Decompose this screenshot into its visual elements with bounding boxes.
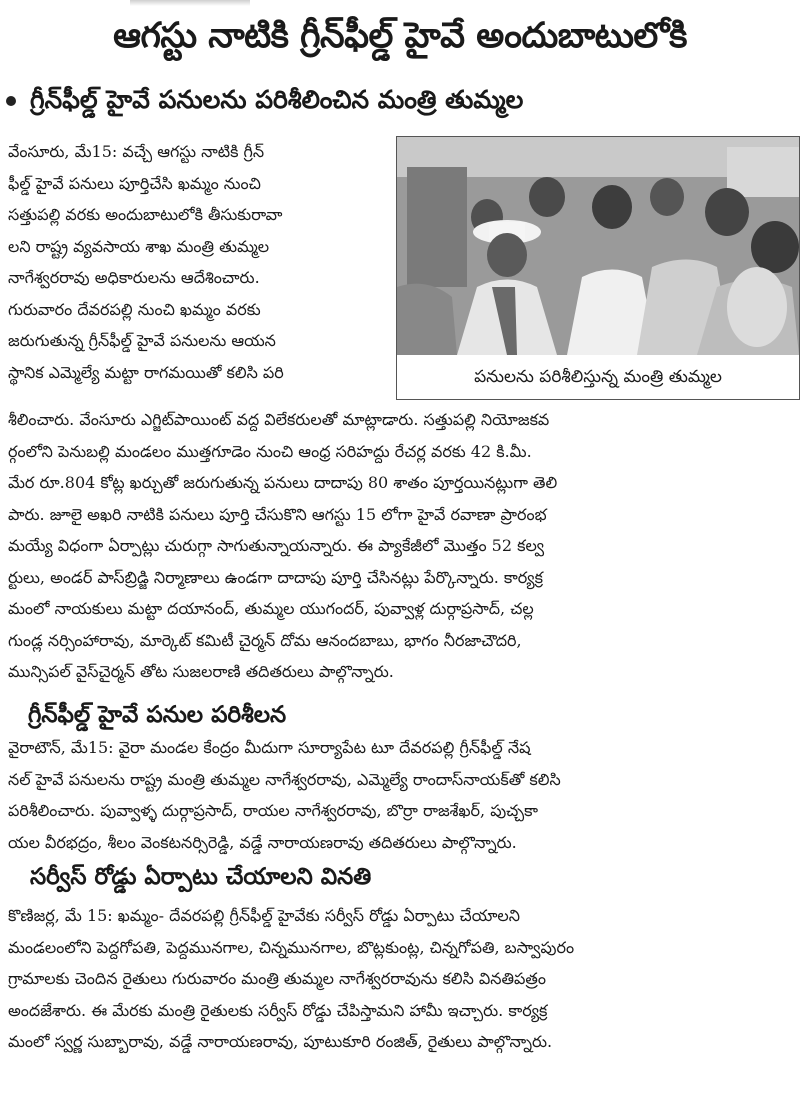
- text-line: గ్రామాలకు చెందిన రైతులు గురువారం మంత్రి తుమ్మల నాగేశ్వరరావును కలిసి వినతిపత్రం: [8, 969, 546, 988]
- text-line: ర్టులు, అండర్ పాస్‌బ్రిడ్జి నిర్మాణాలు ఉండగా దాదాపు పూర్తి చేసినట్లు పేర్కొన్నారు. కార్యక్ర: [8, 567, 543, 587]
- text-line: సత్తుపల్లి వరకు అందుబాటులోకి తీసుకురావా: [8, 205, 283, 224]
- text-line: పారు. జూలై అఖరి నాటికి పనులు పూర్తి చేసుకొని ఆగస్టు 15 లోగా హైవే రవాణా ప్రారంభ: [8, 504, 547, 524]
- photo-frame: [396, 136, 800, 400]
- text-line: నల్ హైవే పనులను రాష్ట్ర మంత్రి తుమ్మల నాగేశ్వరరావు, ఎమ్మెల్యే రాందాస్‌నాయక్‌తో కలిసి: [8, 769, 561, 789]
- intro-paragraph: [8, 136, 392, 388]
- text-line: మండలంలోని పెద్దగోపతి, పెద్దమునగాల, చిన్నమునగాల, బొట్లకుంట్ల, చిన్నగోపతి, బస్వాపురం: [8, 937, 575, 957]
- subheadline-text: గ్రీన్‌ఫీల్డ్ హైవే పనులను పరిశీలించిన మంత్రి తుమ్మల: [30, 85, 524, 114]
- text-line: మయ్యే విధంగా ఏర్పాట్లు చురుగ్గా సాగుతున్నాయన్నారు. ఈ ప్యాకేజీలో మొత్తం 52 కల్వ: [8, 536, 545, 555]
- text-line: మున్సిపల్ వైస్‌చైర్మన్ తోట సుజలరాణి తదితరులు పాల్గొన్నారు.: [8, 662, 394, 681]
- text-line: శీలించారు. వేంసూరు ఎగ్జిట్‌పాయింట్ వద్ద విలేకరులతో మాట్లాడారు. సత్తుపల్లి నియోజకవ: [8, 410, 550, 429]
- section-service-road-paragraph: [8, 900, 796, 1058]
- section-heading-service-road: సర్వీస్ రోడ్డు ఏర్పాటు చేయాలని వినతి: [30, 864, 372, 890]
- text-line: ర్గంలోని పెనుబల్లి మండలం ముత్తగూడెం నుంచి ఆంధ్ర సరిహద్దు రేచర్ల వరకు 42 కి.మీ.: [8, 441, 532, 461]
- text-line: మేర రూ.804 కోట్ల ఖర్చుతో జరుగుతున్న పనులు దాదాపు 80 శాతం పూర్తయినట్లుగా తెలి: [8, 473, 558, 492]
- section-inspection-paragraph: [8, 732, 796, 858]
- text-line: పరిశీలించారు. పువ్వాళ్ళ దుర్గాప్రసాద్, రాయల నాగేశ్వరరావు, బొర్రా రాజశేఖర్, పుచ్చకా: [8, 801, 539, 820]
- text-line: కొణిజర్ల, మే 15: ఖమ్మం- దేవరపల్లి గ్రీన్‌ఫీల్డ్ హైవేకు సర్వీస్ రోడ్డు ఏర్పాటు చేయాలని: [8, 906, 520, 925]
- text-line: వైరాటౌన్, మే15: వైరా మండల కేంద్రం మీదుగా సూర్యాపేట టూ దేవరపల్లి గ్రీన్‌ఫీల్డ్ నేష: [8, 738, 531, 757]
- text-line: గురువారం దేవరపల్లి నుంచి ఖమ్మం వరకు: [8, 299, 261, 319]
- text-line: మంలో స్వర్ణ సుబ్బారావు, వడ్డే నారాయణరావు, పూటుకూరి రంజిత్, రైతులు పాల్గొన్నారు.: [8, 1032, 553, 1051]
- text-line: స్థానిక ఎమ్మెల్యే మట్టా రాగమయితో కలిసి పరి: [8, 362, 284, 382]
- body-paragraph: [8, 404, 796, 688]
- text-line: అందజేశారు. ఈ మేరకు మంత్రి రైతులకు సర్వీస్ రోడ్డు చేపిస్తామని హామీ ఇచ్చారు. కార్యక్ర: [8, 1000, 548, 1020]
- clipped-text-fragment: [130, 0, 250, 6]
- headline: ఆగస్టు నాటికి గ్రీన్‌ఫీల్డ్ హైవే అందుబాటులోకి: [113, 16, 687, 56]
- section-heading-inspection: గ్రీన్‌ఫీల్డ్ హైవే పనుల పరిశీలన: [28, 702, 287, 728]
- bullet-icon: [6, 96, 16, 106]
- text-line: నాగేశ్వరరావు అధికారులను ఆదేశించారు.: [8, 268, 260, 287]
- text-line: లని రాష్ట్ర వ్యవసాయ శాఖ మంత్రి తుమ్మల: [8, 236, 270, 256]
- news-photo: [397, 137, 799, 355]
- text-line: మంలో నాయకులు మట్టా దయానంద్, తుమ్మల యుగందర్, పువ్వాళ్ల దుర్గాప్రసాద్, చల్ల: [8, 599, 534, 618]
- subheadline: [6, 80, 786, 120]
- text-line: వేంసూరు, మే15: వచ్చే ఆగస్టు నాటికి గ్రీన్: [8, 142, 265, 161]
- photo-caption: పనులను పరిశీలిస్తున్న మంత్రి తుమ్మల: [397, 356, 799, 398]
- text-line: యల వీరభద్రం, శీలం వెంకటనర్సిరెడ్డి, వడ్డే నారాయణరావు తదితరులు పాల్గొన్నారు.: [8, 832, 517, 852]
- text-line: ఫీల్డ్ హైవే పనులు పూర్తిచేసి ఖమ్మం నుంచి: [8, 173, 261, 193]
- text-line: జరుగుతున్న గ్రీన్‌ఫీల్డ్ హైవే పనులను ఆయన: [8, 331, 276, 350]
- text-line: గుండ్ల నర్సింహారావు, మార్కెట్ కమిటీ చైర్మన్ దోమ ఆనందబాబు, భాగం నీరజాచౌదరి,: [8, 630, 522, 650]
